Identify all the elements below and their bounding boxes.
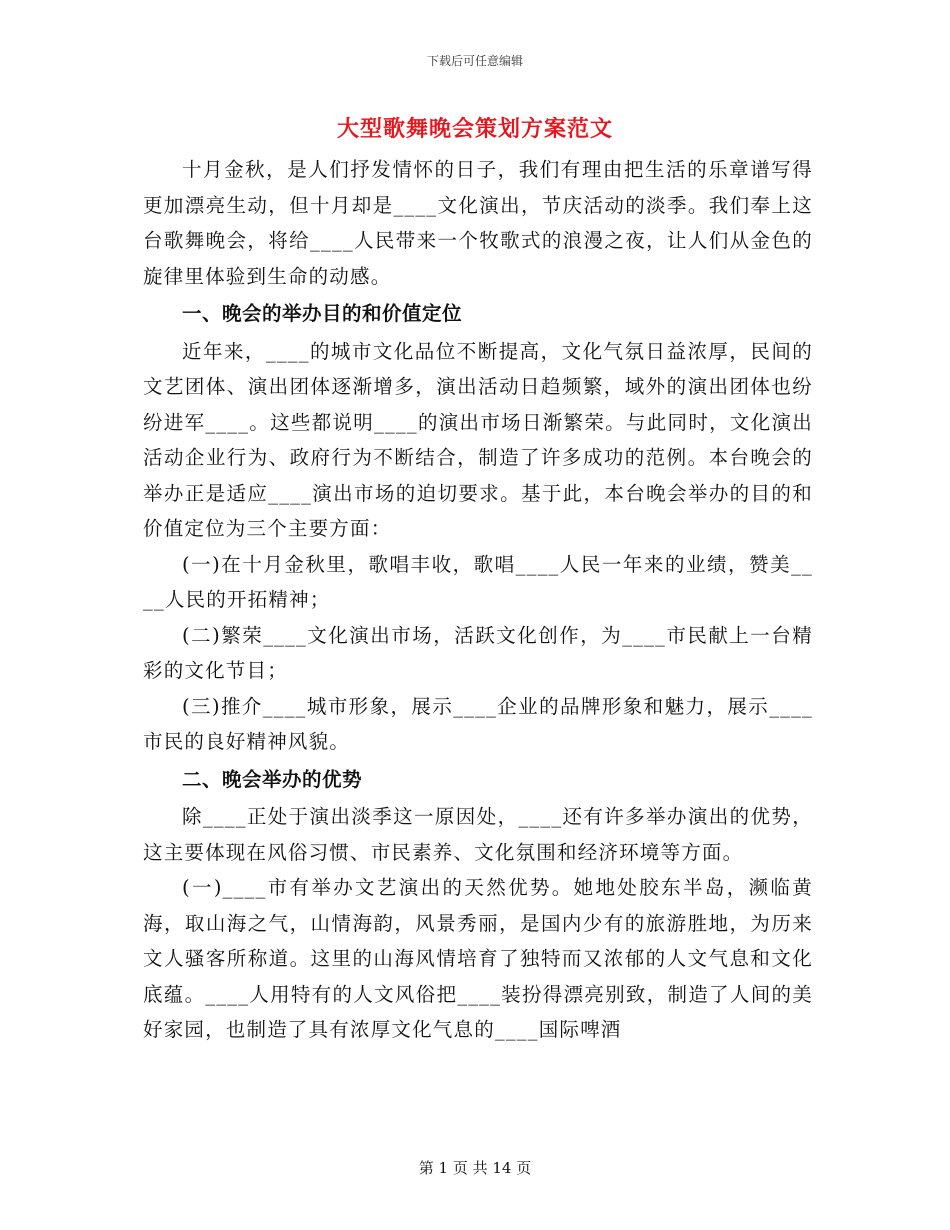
document-title: 大型歌舞晚会策划方案范文 xyxy=(336,117,613,142)
document-body xyxy=(143,152,813,1048)
section-2-paragraph-2: (一)____市有举办文艺演出的天然优势。她地处胶东半岛，濒临黄海，取山海之气，山情海韵，风景秀丽，是国内少有的旅游胜地，为历来文人骚客所称道。这里的山海风情培育了独特而又浓郁的人文气息和文化底蕴。____人用特有的人文风俗把____装扮得漂亮别致，制造了人间的美好家园，也制造了具有浓厚文化气息的____国际啤酒 xyxy=(143,876,813,1041)
section-2-paragraph-1: 除____正处于演出淡季这一原因处，____还有许多举办演出的优势，这主要体现在风俗习惯、市民素养、文化氛围和经济环境等方面。 xyxy=(143,805,813,864)
section-1-item-3: (三)推介____城市形象，展示____企业的品牌形象和魅力，展示____市民的良好精神风貌。 xyxy=(143,694,813,753)
section-1-heading: 一、晚会的举办目的和价值定位 xyxy=(182,302,463,325)
section-1-item-2: (二)繁荣____文化演出市场，活跃文化创作，为____市民献上一台精彩的文化节目； xyxy=(143,623,813,682)
section-1-paragraph: 近年来，____的城市文化品位不断提高，文化气氛日益浓厚，民间的文艺团体、演出团体逐渐增多，演出活动日趋频繁，域外的演出团体也纷纷进军____。这些都说明____的演出市场日渐繁荣。与此同时，文化演出活动企业行为、政府行为不断结合，制造了许多成功的范例。本台晚会的举办正是适应____演出市场的迫切要求。基于此，本台晚会举办的目的和价值定位为三个主要方面： xyxy=(143,339,813,540)
section-1-item-1: (一)在十月金秋里，歌唱丰收，歌唱____人民一年来的业绩，赞美____人民的开拓精神； xyxy=(143,552,813,611)
section-2-heading: 二、晚会举办的优势 xyxy=(182,767,363,791)
page-number-indicator: 第 1 页 共 14 页 xyxy=(418,1159,532,1177)
intro-paragraph: 十月金秋，是人们抒发情怀的日子，我们有理由把生活的乐章谱写得更加漂亮生动，但十月却是____文化演出，节庆活动的淡季。我们奉上这台歌舞晚会，将给____人民带来一个牧歌式的浪漫之夜，让人们从金色的旋律里体验到生命的动感。 xyxy=(143,158,813,288)
page-header-note: 下载后可任意编辑 xyxy=(426,54,523,68)
